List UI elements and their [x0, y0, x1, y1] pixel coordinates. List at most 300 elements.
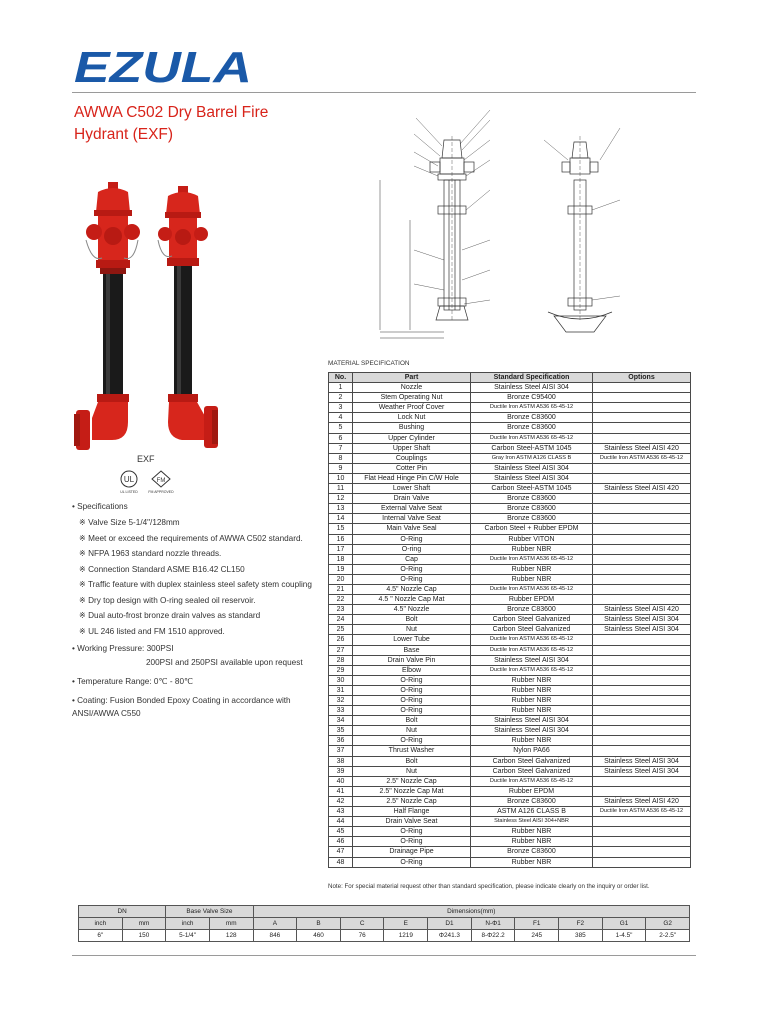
spec-item: ※ Dual auto-frost bronze drain valves as standard — [79, 611, 261, 620]
cell-standard-spec: Stainless Steel AISI 304 — [471, 473, 593, 483]
table-row — [329, 756, 691, 766]
cell-no: 11 — [329, 484, 353, 494]
cell-part: O-Ring — [353, 675, 471, 685]
cell-no: 16 — [329, 534, 353, 544]
cell-options — [593, 726, 691, 736]
cell-options: Stainless Steel AISI 420 — [593, 605, 691, 615]
cell-standard-spec: Bronze C83600 — [471, 494, 593, 504]
col-options: Options — [593, 373, 691, 383]
cell-part: Nut — [353, 766, 471, 776]
cell-part: Drain Valve — [353, 494, 471, 504]
cell-standard-spec: Rubber EPDM — [471, 786, 593, 796]
cell-part: O-Ring — [353, 564, 471, 574]
cell-options — [593, 403, 691, 413]
dim-value-cell: 1219 — [384, 930, 428, 942]
cell-part: Bolt — [353, 615, 471, 625]
table-row — [329, 706, 691, 716]
cell-no: 14 — [329, 514, 353, 524]
cell-no: 46 — [329, 837, 353, 847]
cell-part: Bolt — [353, 716, 471, 726]
table-row — [329, 595, 691, 605]
cell-part: Lower Shaft — [353, 484, 471, 494]
cell-standard-spec: Nylon PA66 — [471, 746, 593, 756]
cell-options — [593, 554, 691, 564]
cell-options — [593, 786, 691, 796]
material-spec-table — [328, 372, 691, 868]
table-row — [329, 796, 691, 806]
cell-options — [593, 847, 691, 857]
cell-options — [593, 696, 691, 706]
cell-options: Stainless Steel AISI 420 — [593, 484, 691, 494]
cell-no: 21 — [329, 584, 353, 594]
cell-options — [593, 423, 691, 433]
cell-no: 27 — [329, 645, 353, 655]
dim-value-cell: 128 — [209, 930, 253, 942]
cell-part: Drainage Pipe — [353, 847, 471, 857]
cell-part: O-Ring — [353, 857, 471, 867]
specs-heading: • Specifications — [72, 502, 128, 511]
cell-options: Stainless Steel AISI 420 — [593, 796, 691, 806]
cell-part: Nut — [353, 625, 471, 635]
col-part: Part — [353, 373, 471, 383]
cell-part: 2.5" Nozzle Cap Mat — [353, 786, 471, 796]
cell-part: Main Valve Seal — [353, 524, 471, 534]
cell-standard-spec: Bronze C83600 — [471, 514, 593, 524]
cell-options — [593, 837, 691, 847]
table-row — [329, 746, 691, 756]
dim-group-dims: Dimensions(mm) — [253, 906, 689, 918]
col-no: No. — [329, 373, 353, 383]
cell-no: 18 — [329, 554, 353, 564]
table-row — [329, 635, 691, 645]
dim-value-row — [79, 930, 690, 942]
dim-header-cell: D1 — [428, 918, 472, 930]
cell-part: Weather Proof Cover — [353, 403, 471, 413]
cell-no: 43 — [329, 807, 353, 817]
cell-standard-spec: Rubber VITON — [471, 534, 593, 544]
cell-options — [593, 524, 691, 534]
material-spec-title: MATERIAL SPECIFICATION — [328, 360, 410, 367]
cell-no: 2 — [329, 393, 353, 403]
cell-no: 17 — [329, 544, 353, 554]
cell-standard-spec: Stainless Steel AISI 304 — [471, 383, 593, 393]
cell-part: 4.5" Nozzle — [353, 605, 471, 615]
cell-standard-spec: Stainless Steel AISI 304 — [471, 463, 593, 473]
cell-no: 34 — [329, 716, 353, 726]
table-row — [329, 685, 691, 695]
ezula-logo — [72, 43, 254, 92]
cell-options — [593, 564, 691, 574]
cell-options — [593, 716, 691, 726]
table-row — [329, 423, 691, 433]
table-row — [329, 514, 691, 524]
table-row — [329, 786, 691, 796]
cell-no: 28 — [329, 655, 353, 665]
cell-part: O-Ring — [353, 736, 471, 746]
cell-standard-spec: Rubber NBR — [471, 706, 593, 716]
cell-standard-spec: Carbon Steel Galvanized — [471, 615, 593, 625]
cell-options — [593, 706, 691, 716]
cell-standard-spec: Carbon Steel-ASTM 1045 — [471, 443, 593, 453]
table-row — [329, 675, 691, 685]
cell-standard-spec: Carbon Steel-ASTM 1045 — [471, 484, 593, 494]
cell-no: 29 — [329, 665, 353, 675]
cell-no: 39 — [329, 766, 353, 776]
cell-standard-spec: Ductile Iron ASTM A536 65-45-12 — [471, 554, 593, 564]
cell-no: 8 — [329, 453, 353, 463]
cell-options — [593, 574, 691, 584]
cell-standard-spec: Bronze C95400 — [471, 393, 593, 403]
cell-no: 44 — [329, 817, 353, 827]
cell-options — [593, 433, 691, 443]
cell-no: 5 — [329, 423, 353, 433]
drawing-side-view — [544, 128, 620, 332]
cell-no: 30 — [329, 675, 353, 685]
cell-part: Stem Operating Nut — [353, 393, 471, 403]
cell-part: Upper Shaft — [353, 443, 471, 453]
cell-part: Drain Valve Pin — [353, 655, 471, 665]
hydrant-right — [158, 186, 218, 448]
cell-no: 31 — [329, 685, 353, 695]
cell-standard-spec: Ductile Iron ASTM A536 65-45-12 — [471, 665, 593, 675]
cell-part: Bolt — [353, 756, 471, 766]
cell-standard-spec: Carbon Steel + Rubber EPDM — [471, 524, 593, 534]
table-row — [329, 403, 691, 413]
dim-value-cell: 385 — [559, 930, 603, 942]
cell-part: Elbow — [353, 665, 471, 675]
svg-text:UL: UL — [123, 475, 135, 484]
dim-value-cell: 6" — [79, 930, 123, 942]
cell-standard-spec: Rubber EPDM — [471, 595, 593, 605]
spec-item: ※ Meet or exceed the requirements of AWWA C502 standard. — [79, 533, 303, 543]
cell-standard-spec: ASTM A126 CLASS B — [471, 807, 593, 817]
cell-no: 4 — [329, 413, 353, 423]
cell-no: 32 — [329, 696, 353, 706]
table-row — [329, 857, 691, 867]
table-row — [329, 453, 691, 463]
cell-standard-spec: Ductile Iron ASTM A536 65-45-12 — [471, 584, 593, 594]
cell-options — [593, 504, 691, 514]
dim-value-cell: Φ241.3 — [428, 930, 472, 942]
cell-options — [593, 635, 691, 645]
table-row — [329, 383, 691, 393]
cell-part: Nut — [353, 726, 471, 736]
table-row — [329, 584, 691, 594]
hydrant-photo — [72, 182, 232, 450]
spec-item: ※ Valve Size 5-1/4"/128mm — [79, 518, 180, 527]
ul-listed-icon — [118, 470, 140, 494]
table-row — [329, 827, 691, 837]
material-note: Note: For special material request other than standard specification, please indicate clearly on the inquiry or order list. — [328, 883, 650, 890]
cell-standard-spec: Carbon Steel Galvanized — [471, 756, 593, 766]
cell-standard-spec: Bronze C83600 — [471, 423, 593, 433]
cell-standard-spec: Rubber NBR — [471, 827, 593, 837]
cell-options — [593, 746, 691, 756]
cell-no: 12 — [329, 494, 353, 504]
table-row — [329, 544, 691, 554]
hydrant-left — [74, 182, 140, 450]
dim-value-cell: 5-1/4" — [166, 930, 210, 942]
dimensions-table — [78, 905, 690, 942]
cell-options: Stainless Steel AISI 304 — [593, 615, 691, 625]
dim-header-cell: mm — [122, 918, 166, 930]
spec-item: ※ UL 246 listed and FM 1510 approved. — [79, 626, 225, 636]
table-row — [329, 645, 691, 655]
cell-options — [593, 655, 691, 665]
material-rows — [329, 383, 691, 868]
cell-part: 4.5" Nozzle Cap — [353, 584, 471, 594]
dim-header-cell: N-Φ1 — [471, 918, 515, 930]
cell-options — [593, 494, 691, 504]
cell-no: 10 — [329, 473, 353, 483]
cell-part: Internal Valve Seat — [353, 514, 471, 524]
cell-part: Half Flange — [353, 807, 471, 817]
cell-no: 35 — [329, 726, 353, 736]
cell-no: 25 — [329, 625, 353, 635]
cell-options — [593, 383, 691, 393]
table-row — [329, 696, 691, 706]
cell-options — [593, 685, 691, 695]
cell-standard-spec: Rubber NBR — [471, 544, 593, 554]
cell-no: 13 — [329, 504, 353, 514]
table-row — [329, 716, 691, 726]
cell-part: O-Ring — [353, 696, 471, 706]
spec-item: ※ Connection Standard ASME B16.42 CL150 — [79, 564, 245, 574]
cell-part: O-Ring — [353, 706, 471, 716]
table-header-row — [329, 373, 691, 383]
cell-no: 42 — [329, 796, 353, 806]
cell-standard-spec: Carbon Steel Galvanized — [471, 625, 593, 635]
dim-header-cell: E — [384, 918, 428, 930]
dim-header-cell: F1 — [515, 918, 559, 930]
dim-header-cell: inch — [79, 918, 123, 930]
cell-standard-spec: Stainless Steel AISI 304 — [471, 716, 593, 726]
cell-no: 41 — [329, 786, 353, 796]
cell-part: O-Ring — [353, 574, 471, 584]
table-row — [329, 494, 691, 504]
product-title: AWWA C502 Dry Barrel Fire Hydrant (EXF) — [74, 104, 269, 143]
cell-part: O-Ring — [353, 534, 471, 544]
dim-header-cell: B — [297, 918, 341, 930]
cell-standard-spec: Rubber NBR — [471, 857, 593, 867]
dim-header-cell: F2 — [559, 918, 603, 930]
cell-options — [593, 584, 691, 594]
cell-part: Cotter Pin — [353, 463, 471, 473]
cell-no: 26 — [329, 635, 353, 645]
table-row — [329, 726, 691, 736]
cell-options — [593, 393, 691, 403]
cell-options — [593, 514, 691, 524]
cell-options — [593, 776, 691, 786]
cell-standard-spec: Bronze C83600 — [471, 847, 593, 857]
cell-standard-spec: Ductile Iron ASTM A536 65-45-12 — [471, 403, 593, 413]
cell-standard-spec: Stainless Steel AISI 304 — [471, 726, 593, 736]
cell-part: 4.5 " Nozzle Cap Mat — [353, 595, 471, 605]
table-row — [329, 837, 691, 847]
cell-no: 1 — [329, 383, 353, 393]
cell-standard-spec: Rubber NBR — [471, 574, 593, 584]
cell-standard-spec: Gray Iron ASTM A126 CLASS B — [471, 453, 593, 463]
cell-no: 3 — [329, 403, 353, 413]
cell-options — [593, 736, 691, 746]
cell-part: Cap — [353, 554, 471, 564]
cell-part: 2.5" Nozzle Cap — [353, 776, 471, 786]
table-row — [329, 847, 691, 857]
cell-standard-spec: Ductile Iron ASTM A536 65-45-12 — [471, 776, 593, 786]
cell-standard-spec: Rubber NBR — [471, 736, 593, 746]
cell-options: Stainless Steel AISI 420 — [593, 443, 691, 453]
table-row — [329, 605, 691, 615]
cell-options — [593, 473, 691, 483]
dim-value-cell: 150 — [122, 930, 166, 942]
col-standard-spec: Standard Specification — [471, 373, 593, 383]
table-row — [329, 776, 691, 786]
cell-no: 36 — [329, 736, 353, 746]
table-row — [329, 766, 691, 776]
cell-part: 2.5" Nozzle Cap — [353, 796, 471, 806]
cell-options — [593, 413, 691, 423]
cell-part: Drain Valve Seat — [353, 817, 471, 827]
cell-standard-spec: Rubber NBR — [471, 564, 593, 574]
cell-options: Ductile Iron ASTM A536 65-45-12 — [593, 453, 691, 463]
svg-text:FM APPROVED: FM APPROVED — [148, 490, 174, 494]
cell-no: 24 — [329, 615, 353, 625]
svg-text:UL LISTED: UL LISTED — [120, 490, 138, 494]
dim-value-cell: 846 — [253, 930, 297, 942]
cell-no: 47 — [329, 847, 353, 857]
cell-part: O-Ring — [353, 827, 471, 837]
table-row — [329, 655, 691, 665]
dim-value-cell: 2-2.5" — [646, 930, 690, 942]
dim-group-dn: DN — [79, 906, 166, 918]
cell-no: 20 — [329, 574, 353, 584]
cell-options — [593, 827, 691, 837]
table-row — [329, 504, 691, 514]
technical-drawing — [340, 100, 692, 350]
cell-standard-spec: Carbon Steel Galvanized — [471, 766, 593, 776]
cell-options — [593, 534, 691, 544]
header-rule — [72, 92, 696, 93]
cell-standard-spec: Ductile Iron ASTM A536 65-45-12 — [471, 645, 593, 655]
cell-options: Stainless Steel AISI 304 — [593, 756, 691, 766]
cell-standard-spec: Ductile Iron ASTM A536 65-45-12 — [471, 433, 593, 443]
table-row — [329, 534, 691, 544]
table-row — [329, 665, 691, 675]
table-row — [329, 433, 691, 443]
table-row — [329, 615, 691, 625]
dim-header-cell: G2 — [646, 918, 690, 930]
dim-value-cell: 460 — [297, 930, 341, 942]
dim-group-row — [79, 906, 690, 918]
table-row — [329, 463, 691, 473]
cell-options — [593, 595, 691, 605]
cell-options: Stainless Steel AISI 304 — [593, 625, 691, 635]
spec-item: ※ Dry top design with O-ring sealed oil reservoir. — [79, 595, 256, 605]
cell-options — [593, 857, 691, 867]
dim-header-cell: G1 — [602, 918, 646, 930]
cell-standard-spec: Stainless Steel AISI 304+NBR — [471, 817, 593, 827]
cell-standard-spec: Stainless Steel AISI 304 — [471, 655, 593, 665]
cell-no: 9 — [329, 463, 353, 473]
model-label: EXF — [137, 454, 155, 464]
cell-no: 45 — [329, 827, 353, 837]
table-row — [329, 393, 691, 403]
fm-approved-icon — [150, 470, 172, 494]
dim-header-cell: A — [253, 918, 297, 930]
cell-standard-spec: Ductile Iron ASTM A536 65-45-12 — [471, 635, 593, 645]
working-pressure: • Working Pressure: 300PSI 200PSI and 250PSI available upon request — [72, 643, 303, 667]
cell-part: O-ring — [353, 544, 471, 554]
cell-part: O-Ring — [353, 837, 471, 847]
cell-no: 6 — [329, 433, 353, 443]
drawing-front-view — [380, 136, 474, 338]
cell-options — [593, 675, 691, 685]
cell-options — [593, 817, 691, 827]
cell-no: 40 — [329, 776, 353, 786]
table-row — [329, 807, 691, 817]
cell-no: 37 — [329, 746, 353, 756]
cell-standard-spec: Rubber NBR — [471, 685, 593, 695]
cell-part: O-Ring — [353, 685, 471, 695]
cell-no: 7 — [329, 443, 353, 453]
cell-part: Lock Nut — [353, 413, 471, 423]
cell-standard-spec: Bronze C83600 — [471, 504, 593, 514]
temperature-range: • Temperature Range: 0℃ - 80℃ — [72, 676, 194, 686]
cell-part: Upper Cylinder — [353, 433, 471, 443]
cell-no: 33 — [329, 706, 353, 716]
dim-value-cell: 245 — [515, 930, 559, 942]
table-row — [329, 736, 691, 746]
cell-options — [593, 463, 691, 473]
cell-no: 15 — [329, 524, 353, 534]
table-row — [329, 564, 691, 574]
footer-rule — [72, 955, 696, 956]
specifications — [72, 502, 320, 719]
cell-standard-spec: Bronze C83600 — [471, 413, 593, 423]
cell-standard-spec: Rubber NBR — [471, 675, 593, 685]
table-row — [329, 554, 691, 564]
cell-standard-spec: Rubber NBR — [471, 696, 593, 706]
cell-options — [593, 645, 691, 655]
cell-options — [593, 665, 691, 675]
dim-value-cell: 1-4.5" — [602, 930, 646, 942]
cell-no: 38 — [329, 756, 353, 766]
dim-value-cell: 8-Φ22.2 — [471, 930, 515, 942]
cell-part: Bushing — [353, 423, 471, 433]
cell-part: Thrust Washer — [353, 746, 471, 756]
cell-standard-spec: Rubber NBR — [471, 837, 593, 847]
cell-options — [593, 544, 691, 554]
cell-part: Flat Head Hinge Pin C/W Hole — [353, 473, 471, 483]
table-row — [329, 574, 691, 584]
table-row — [329, 817, 691, 827]
table-row — [329, 413, 691, 423]
cell-no: 48 — [329, 857, 353, 867]
cell-no: 19 — [329, 564, 353, 574]
cell-options: Ductile Iron ASTM A536 65-45-12 — [593, 807, 691, 817]
cell-part: Base — [353, 645, 471, 655]
svg-text:FM: FM — [156, 478, 166, 484]
svg-text:EZULA: EZULA — [74, 43, 252, 92]
table-row — [329, 473, 691, 483]
spec-item: ※ Traffic feature with duplex stainless steel safety stem coupling — [79, 580, 312, 589]
cell-part: External Valve Seat — [353, 504, 471, 514]
cell-no: 22 — [329, 595, 353, 605]
table-row — [329, 625, 691, 635]
table-row — [329, 443, 691, 453]
cell-part: Lower Tube — [353, 635, 471, 645]
dim-group-base: Base Valve Size — [166, 906, 253, 918]
